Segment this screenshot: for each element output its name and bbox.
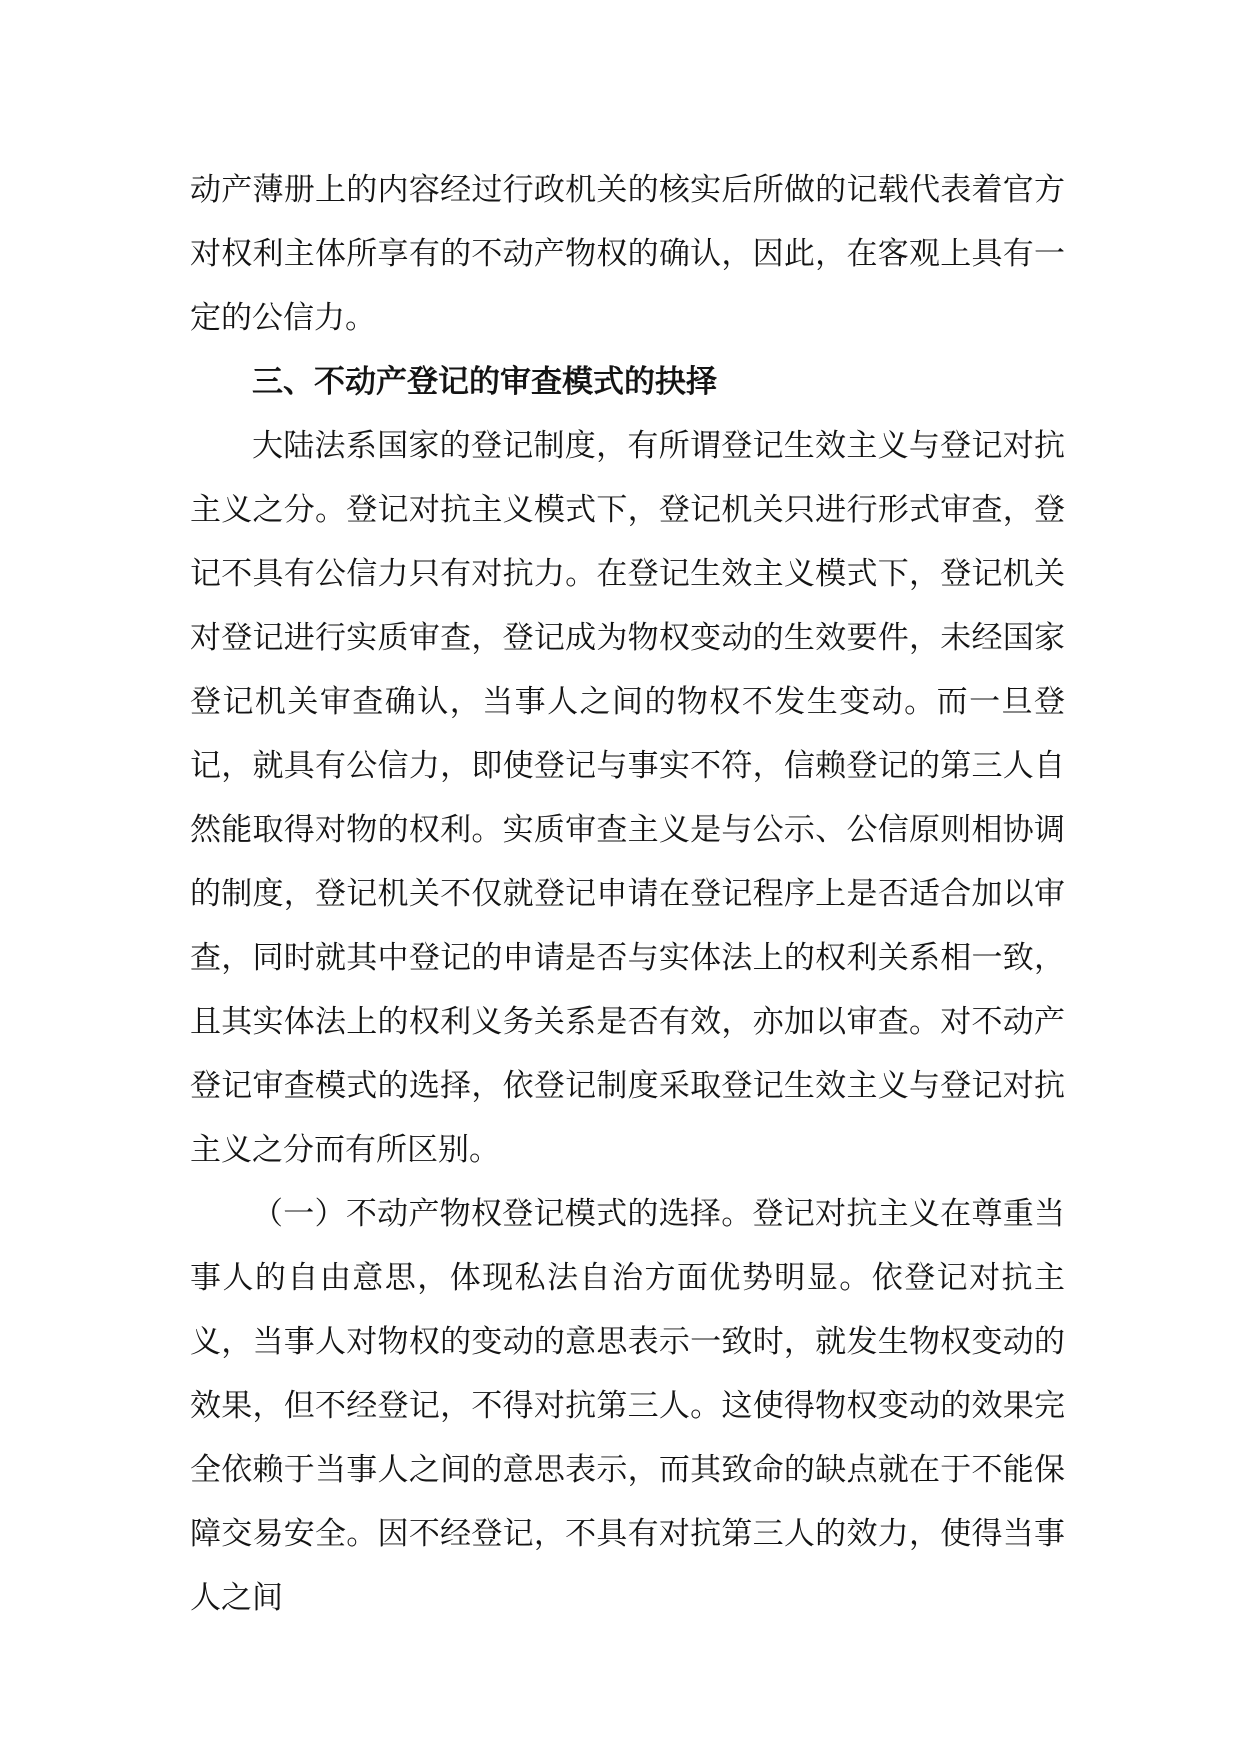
section-heading: 三、不动产登记的审查模式的抉择: [252, 364, 717, 400]
paragraph-civil-law-systems: 大陆法系国家的登记制度，有所谓登记生效主义与登记对抗主义之分。登记对抗主义模式下，登记机关只进行形式审查，登记不具有公信力只有对抗力。在登记生效主义模式下，登记机关对登记进行实质审查，登记成为物权变动的生效要件，未经国家登记机关审查确认，当事人之间的物权不发生变动。而一旦登记，就具有公信力，即使登记与事实不符，信赖登记的第三人自然能取得对物的权利。实质审查主义是与公示、公信原则相协调的制度，登记机关不仅就登记申请在登记程序上是否适合加以审查，同时就其中登记的申请是否与实体法上的权利关系相一致，且其实体法上的权利义务关系是否有效，亦加以审查。对不动产登记审查模式的选择，依登记制度采取登记生效主义与登记对抗主义之分而有所区别。: [190, 428, 1065, 1168]
paragraph-continuation: 动产薄册上的内容经过行政机关的核实后所做的记载代表着官方对权利主体所享有的不动产物权的确认，因此，在客观上具有一定的公信力。: [190, 172, 1065, 336]
paragraph-subsection-one: （一）不动产物权登记模式的选择。登记对抗主义在尊重当事人的自由意思，体现私法自治方面优势明显。依登记对抗主义，当事人对物权的变动的意思表示一致时，就发生物权变动的效果，但不经登记，不得对抗第三人。这使得物权变动的效果完全依赖于当事人之间的意思表示，而其致命的缺点就在于不能保障交易安全。因不经登记，不具有对抗第三人的效力，使得当事人之间: [190, 1196, 1065, 1616]
document-body: [190, 158, 1065, 1630]
